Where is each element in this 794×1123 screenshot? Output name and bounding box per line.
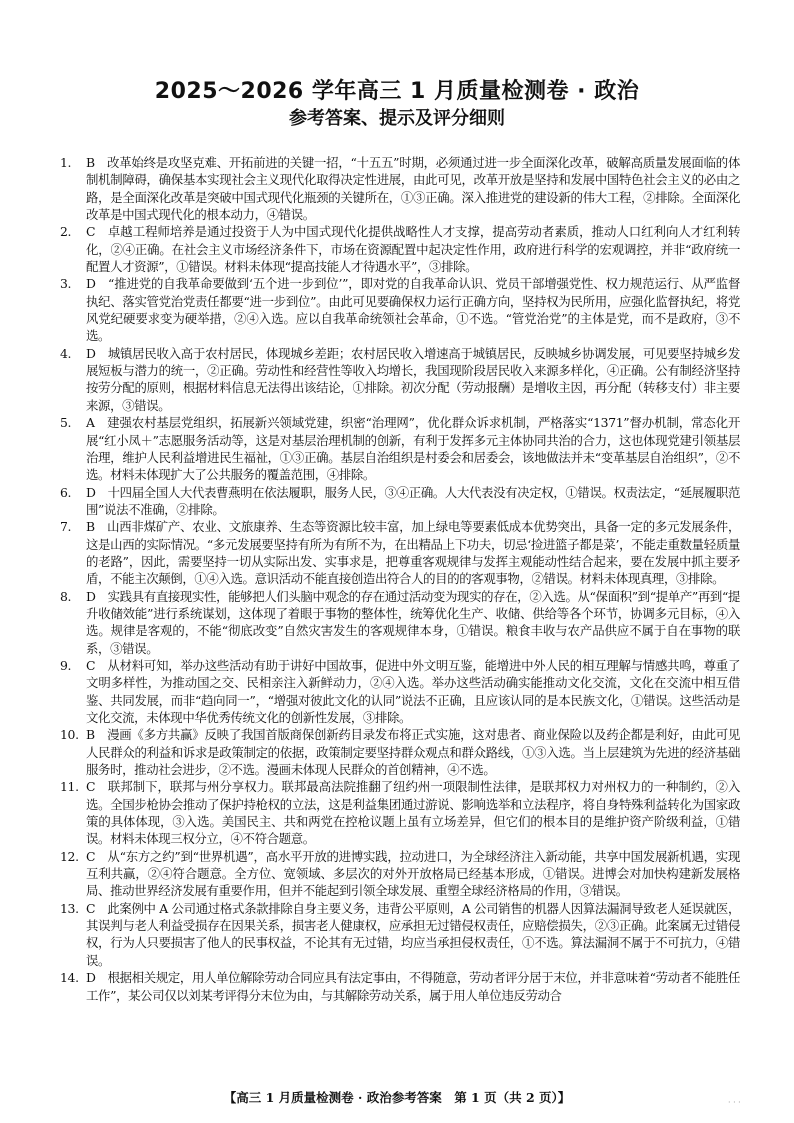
answer-item bbox=[60, 726, 740, 778]
answer-item bbox=[60, 969, 740, 1004]
answer-item bbox=[60, 223, 740, 275]
answer-item bbox=[60, 588, 740, 657]
answer-text: B 山西非煤矿产、农业、文旅康养、生态等资源比较丰富，加上绿电等要素低成本优势突出，具备一定的多元发展条件，这是山西的实际情况。“多元发展要坚持有所为有所不为，在出精品上下功夫，切忌‘捡进篮子都是菜’，不能走重数量轻质量的老路”，因此，需要坚持一切从实际出发、实事求是，把尊重客观规律与发挥主观能动性结合起来，要在发展中抓主要矛盾，不能主次颠倒，①④入选。意识活动不能直接创造出符合人的目的的客观事物，②错误。材料未体现真理，③排除。 bbox=[86, 519, 740, 587]
document-subtitle: 参考答案、提示及评分细则 bbox=[289, 108, 505, 129]
answer-number: 9. bbox=[60, 657, 72, 673]
answer-item bbox=[60, 275, 740, 344]
answer-text: A 建强农村基层党组织，拓展新兴领域党建，织密“治理网”，优化群众诉求机制，严格落实“1371”督办机制，常态化开展“红小凤＋”志愿服务活动等，这是对基层治理机制的创新，有利于发挥多元主体协同共治的合力，这也体现党建引领基层治理，维护人民利益增进民生福祉，①③正确。基层自治组织是村委会和居委会，该地做法并未“变革基层自治组织”，②不选。材料未体现扩大了公共服务的覆盖范围，④排除。 bbox=[86, 415, 740, 483]
answer-item bbox=[60, 484, 740, 519]
answer-number: 3. bbox=[60, 276, 72, 292]
answer-text: B 漫画《多方共赢》反映了我国首版商保创新药目录发布将正式实施，这对患者、商业保险以及药企都是利好，由此可见人民群众的利益和诉求是政策制定的依据，政策制定要坚持群众观点和群众路线，①③入选。当上层建筑为先进的经济基础服务时，推动社会进步，②不选。漫画未体现人民群众的首创精神，④不选。 bbox=[86, 727, 740, 778]
answer-number: 5. bbox=[60, 415, 72, 431]
answer-text: C 此案例中 A 公司通过格式条款排除自身主要义务，违背公平原则，A 公司销售的机器人因算法漏洞导致老人延误就医，其误判与老人利益受损存在因果关系，损害老人健康权，应承担无过错侵权责任，应赔偿损失，②③正确。此案属无过错侵权，行为人只要损害了他人的民事权益，不论其有无过错，均应当承担侵权责任，①不选。算法漏洞不属于不可抗力，④错误。 bbox=[86, 900, 740, 968]
answer-text: C 从“东方之约”到“世界机遇”，高水平开放的进博实践，拉动进口，为全球经济注入新动能，共享中国发展新机遇，实现互利共赢，②④符合题意。全方位、宽领域、多层次的对外开放格局已经基本形成，①错误。进博会对加快构建新发展格局、推动世界经济发展有重要作用，但并不能起到引领全球发展、重塑全球经济格局的作用，③错误。 bbox=[86, 848, 740, 899]
answer-number: 13. bbox=[60, 900, 79, 916]
answer-text: C 联邦制下，联邦与州分享权力。联邦最高法院推翻了纽约州一项限制性法律，是联邦权力对州权力的一种制约，②入选。全国步枪协会推动了保护持枪权的立法，这是利益集团通过游说、影响选举和立法程序，将自身特殊利益转化为国家政策的具体体现，③入选。美国民主、共和两党在控枪议题上虽有立场差异，但它们的根本目的是维护资产阶级利益，①错误。材料未体现三权分立，④不符合题意。 bbox=[86, 779, 740, 847]
answer-text: D 十四届全国人大代表曹燕明在依法履职，服务人民，③④正确。人大代表没有决定权，①错误。权责法定，“延展履职范围”说法不准确，②排除。 bbox=[86, 484, 740, 517]
answer-text: D 城镇居民收入高于农村居民，体现城乡差距；农村居民收入增速高于城镇居民，反映城乡协调发展，可见要坚持城乡发展短板与潜力的统一，②正确。劳动性和经营性等收入均增长，我国现阶段居民收入来源多样化，④正确。公有制经济坚持按劳分配的原则，根据材料信息无法得出该结论，①排除。初次分配（劳动报酬）是增收主因，再分配（转移支付）非主要来源，③错误。 bbox=[86, 345, 740, 413]
answer-text: C 从材料可知，举办这些活动有助于讲好中国故事，促进中外文明互鉴，能增进中外人民的相互理解与情感共鸣，尊重了文明多样性，为推动国之交、民相亲注入新鲜动力，②④入选。举办这些活动确实能推动文化交流，文化在交流中相互借鉴、共同发展，而非“趋向同一”，“增强对彼此文化的认同”说法不正确，且应该认同的是本民族文化，①错误。这些活动是文化交流，未体现中华优秀传统文化的创新性发展，③排除。 bbox=[86, 657, 740, 725]
document-title: 2025～2026 学年高三 1 月质量检测卷 · 政治 bbox=[154, 79, 640, 104]
answer-item bbox=[60, 518, 740, 587]
answer-item bbox=[60, 657, 740, 726]
answer-number: 14. bbox=[60, 970, 79, 986]
answer-item bbox=[60, 900, 740, 969]
answer-number: 7. bbox=[60, 519, 72, 535]
answer-item bbox=[60, 345, 740, 414]
answer-text: D “推进党的自我革命要做到‘五个进一步到位’”，即对党的自我革命认识、党员干部增强党性、权力规范运行、从严监督执纪、落实管党治党责任都要“进一步到位”。由此可见要确保权力运行正确方向，坚持权为民所用，应强化监督执纪，将党风党纪硬要求变为硬举措，②④入选。应以自我革命统领社会革命，①不选。“管党治党”的主体是党，而不是政府，③不选。 bbox=[86, 276, 740, 344]
answer-number: 11. bbox=[60, 779, 79, 795]
answer-number: 12. bbox=[60, 848, 79, 864]
answer-text: C 卓越工程师培养是通过投资于人为中国式现代化提供战略性人才支撑，提高劳动者素质，推动人口红利向人才红利转化，②④正确。在社会主义市场经济条件下，市场在资源配置中起决定性作用，政府进行科学的宏观调控，并非“政府统一配置人才资源”，①错误。材料未体现“提高技能人才待遇水平”，③排除。 bbox=[86, 224, 740, 275]
answer-number: 2. bbox=[60, 224, 72, 240]
answer-number: 6. bbox=[60, 484, 72, 500]
answer-number: 1. bbox=[60, 155, 72, 170]
answer-item bbox=[60, 414, 740, 483]
answer-item bbox=[60, 778, 740, 847]
answer-item bbox=[60, 848, 740, 900]
answer-number: 8. bbox=[60, 588, 72, 604]
answer-item bbox=[60, 154, 740, 223]
answer-text: D 根据相关规定，用人单位解除劳动合同应具有法定事由，不得随意，劳动者评分居于末位，并非意味着“劳动者不能胜任工作”，某公司仅以刘某考评得分末位为由，与其解除劳动关系，属于用人单位违反劳动合 bbox=[86, 970, 740, 1003]
answer-number: 4. bbox=[60, 345, 72, 361]
answer-text: D 实践具有直接现实性，能够把人们头脑中观念的存在通过活动变为现实的存在，②入选。从“保面积”到“提单产”再到“提升收储效能”进行系统谋划，这体现了着眼于事物的整体性，统筹优化生产、收储、供给等各个环节，协调多元目标，④入选。规律是客观的，不能“彻底改变”自然灾害发生的客观规律本身，①错误。粮食丰收与农产品供应不属于自在事物的联系，③错误。 bbox=[86, 588, 740, 656]
page-footer: 【高三 1 月质量检测卷 · 政治参考答案 第 1 页（共 2 页）】 bbox=[223, 1090, 571, 1105]
decorative-dots: · · · bbox=[728, 1098, 741, 1107]
answer-list bbox=[60, 154, 740, 1004]
answer-text: B 改革始终是攻坚克难、开拓前进的关键一招，“十五五”时期，必须通过进一步全面深化改革，破解高质量发展面临的体制机制障碍，确保基本实现社会主义现代化取得决定性进展，由此可见，改革开放是坚持和发展中国特色社会主义的必由之路，是全面深化改革是突破中国式现代化瓶颈的关键所在，①③正确。深入推进党的建设新的伟大工程，②排除。全面深化改革是中国式现代化的根本动力，④错误。 bbox=[86, 155, 740, 223]
answer-number: 10. bbox=[60, 727, 79, 743]
